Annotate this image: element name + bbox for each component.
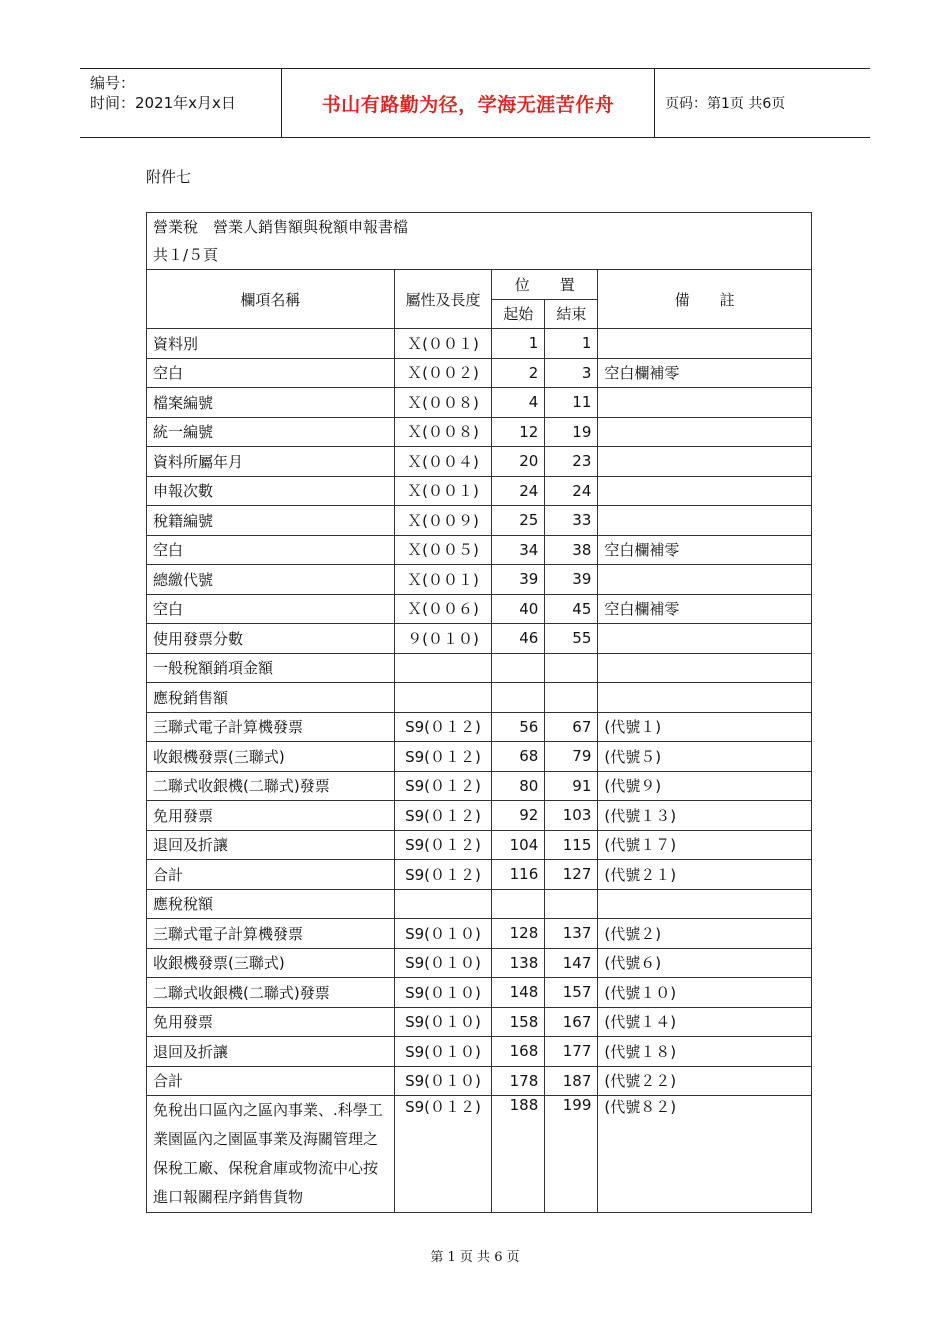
field-name: 退回及折讓 [147,1037,395,1067]
field-note: 空白欄補零 [598,594,812,624]
field-attr: S9(０１２) [394,771,491,801]
field-name: 空白 [147,358,395,388]
header-name: 欄項名稱 [147,270,395,329]
field-note: (代號９) [598,771,812,801]
field-name: 資料別 [147,329,395,359]
table-row [147,535,812,565]
field-note [598,417,812,447]
field-name: 統一編號 [147,417,395,447]
field-attr: S9(０１２) [394,860,491,890]
field-name: 合計 [147,1066,395,1096]
field-attr: Ｘ(００５) [394,535,491,565]
field-note: 空白欄補零 [598,535,812,565]
code-label: 编号： [90,74,136,92]
time-label: 时间：2021年x月x日 [90,94,236,112]
table-title-cell [147,213,812,270]
field-name: 申報次數 [147,476,395,506]
field-attr [394,889,491,919]
field-name: 收銀機發票(三聯式) [147,948,395,978]
field-start: 188 [492,1096,545,1213]
field-name: 合計 [147,860,395,890]
page-footer: 第 1 页 共 6 页 [430,1250,520,1265]
field-attr: S9(０１２) [394,712,491,742]
field-start [492,653,545,683]
field-attr: Ｘ(００８) [394,417,491,447]
field-end: 177 [545,1037,598,1067]
field-start: 148 [492,978,545,1008]
field-attr: Ｘ(００８) [394,388,491,418]
field-name: 二聯式收銀機(二聯式)發票 [147,771,395,801]
field-attr: Ｘ(００４) [394,447,491,477]
field-name: 二聯式收銀機(二聯式)發票 [147,978,395,1008]
field-note: (代號１３) [598,801,812,831]
field-start: 1 [492,329,545,359]
field-start [492,889,545,919]
table-row [147,1007,812,1037]
field-start: 46 [492,624,545,654]
table-row [147,919,812,949]
field-start: 40 [492,594,545,624]
field-note: (代號１４) [598,1007,812,1037]
field-name: 應稅銷售額 [147,683,395,713]
field-end: 11 [545,388,598,418]
field-start: 39 [492,565,545,595]
field-name: 三聯式電子計算機發票 [147,712,395,742]
field-name: 空白 [147,535,395,565]
field-start: 158 [492,1007,545,1037]
field-attr: Ｘ(００１) [394,565,491,595]
field-start: 138 [492,948,545,978]
field-note [598,506,812,536]
field-note [598,329,812,359]
table-row [147,565,812,595]
field-attr: S9(０１２) [394,830,491,860]
field-end: 115 [545,830,598,860]
table-row [147,889,812,919]
field-end [545,683,598,713]
field-attr: Ｘ(００１) [394,329,491,359]
field-end: 1 [545,329,598,359]
table-row [147,771,812,801]
field-end: 137 [545,919,598,949]
field-end: 167 [545,1007,598,1037]
field-start: 24 [492,476,545,506]
field-attr: Ｘ(００１) [394,476,491,506]
field-start: 56 [492,712,545,742]
field-note: (代號６) [598,948,812,978]
field-name: 免稅出口區內之區內事業、.科學工業園區內之園區事業及海關管理之保稅工廠、保稅倉庫或物流中心按進口報關程序銷售貨物 [147,1096,395,1213]
field-note: (代號２) [598,919,812,949]
field-name: 總繳代號 [147,565,395,595]
field-end [545,653,598,683]
attachment-label: 附件七 [146,168,192,186]
field-name: 免用發票 [147,801,395,831]
field-note: (代號１８) [598,1037,812,1067]
table-title: 營業稅 營業人銷售額與稅額申報書檔 [153,218,409,236]
field-name: 空白 [147,594,395,624]
field-end: 3 [545,358,598,388]
table-row [147,447,812,477]
field-note: 空白欄補零 [598,358,812,388]
table-row [147,358,812,388]
field-note [598,653,812,683]
field-name: 使用發票分數 [147,624,395,654]
field-attr: Ｘ(００６) [394,594,491,624]
table-row [147,653,812,683]
table-page-count: 共１/５頁 [153,246,219,264]
table-row [147,476,812,506]
field-note: (代號８２) [598,1096,812,1213]
field-start: 92 [492,801,545,831]
field-end: 79 [545,742,598,772]
field-start: 68 [492,742,545,772]
field-end: 67 [545,712,598,742]
header-position: 位 置 [492,270,598,300]
field-attr: S9(０１０) [394,948,491,978]
field-attr: S9(０１０) [394,978,491,1008]
field-name: 應稅稅額 [147,889,395,919]
field-start: 116 [492,860,545,890]
field-end: 23 [545,447,598,477]
spec-table [146,212,812,1213]
field-end: 91 [545,771,598,801]
field-start: 80 [492,771,545,801]
field-note: (代號１７) [598,830,812,860]
table-row [147,712,812,742]
field-start: 178 [492,1066,545,1096]
field-attr: S9(０１２) [394,801,491,831]
field-end: 24 [545,476,598,506]
field-start: 34 [492,535,545,565]
field-attr: S9(０１２) [394,742,491,772]
table-row [147,388,812,418]
field-end: 38 [545,535,598,565]
table-row [147,801,812,831]
field-note [598,683,812,713]
field-name: 退回及折讓 [147,830,395,860]
field-note [598,388,812,418]
field-name: 一般稅額銷項金額 [147,653,395,683]
field-attr: ９(０１０) [394,624,491,654]
field-name: 免用發票 [147,1007,395,1037]
field-start: 168 [492,1037,545,1067]
table-row [147,1066,812,1096]
field-end: 33 [545,506,598,536]
field-end: 45 [545,594,598,624]
field-attr: Ｘ(００２) [394,358,491,388]
field-note: (代號５) [598,742,812,772]
field-start: 2 [492,358,545,388]
field-attr: S9(０１０) [394,1037,491,1067]
header-attr: 屬性及長度 [394,270,491,329]
table-row [147,624,812,654]
table-row [147,683,812,713]
field-name: 檔案編號 [147,388,395,418]
field-end: 127 [545,860,598,890]
table-row-last [147,1096,812,1213]
table-row [147,830,812,860]
page-header [80,68,870,138]
field-end: 55 [545,624,598,654]
field-attr [394,683,491,713]
field-note: (代號２１) [598,860,812,890]
motto: 书山有路勤为径，学海无涯苦作舟 [281,69,655,137]
field-start: 20 [492,447,545,477]
header-meta [80,69,280,137]
field-name: 資料所屬年月 [147,447,395,477]
table-row [147,1037,812,1067]
field-end: 103 [545,801,598,831]
field-end [545,889,598,919]
table-row [147,417,812,447]
table-row [147,506,812,536]
field-start: 4 [492,388,545,418]
field-note [598,889,812,919]
field-end: 187 [545,1066,598,1096]
field-note: (代號１) [598,712,812,742]
field-start: 104 [492,830,545,860]
header-row-1 [147,270,812,300]
field-end: 157 [545,978,598,1008]
field-attr: S9(０１０) [394,919,491,949]
table-row [147,948,812,978]
field-end: 199 [545,1096,598,1213]
field-attr: Ｘ(００９) [394,506,491,536]
table-row [147,860,812,890]
field-note [598,624,812,654]
page-info: 页码：第1页 共6页 [665,96,786,112]
field-attr: S9(０１０) [394,1007,491,1037]
field-name: 三聯式電子計算機發票 [147,919,395,949]
field-note [598,565,812,595]
field-note [598,476,812,506]
field-name: 收銀機發票(三聯式) [147,742,395,772]
table-row [147,978,812,1008]
field-end: 19 [545,417,598,447]
field-start: 128 [492,919,545,949]
table-row [147,329,812,359]
table-row [147,742,812,772]
field-start [492,683,545,713]
table-row [147,594,812,624]
header-note: 備 註 [598,270,812,329]
field-note: (代號１０) [598,978,812,1008]
table-title-row [147,213,812,270]
field-name: 稅籍編號 [147,506,395,536]
field-attr: S9(０１０) [394,1066,491,1096]
field-end: 147 [545,948,598,978]
field-end: 39 [545,565,598,595]
field-note: (代號２２) [598,1066,812,1096]
field-start: 12 [492,417,545,447]
field-start: 25 [492,506,545,536]
field-attr [394,653,491,683]
header-start: 起始 [492,299,545,329]
field-note [598,447,812,477]
field-attr: S9(０１２) [394,1096,491,1213]
header-end: 結束 [545,299,598,329]
